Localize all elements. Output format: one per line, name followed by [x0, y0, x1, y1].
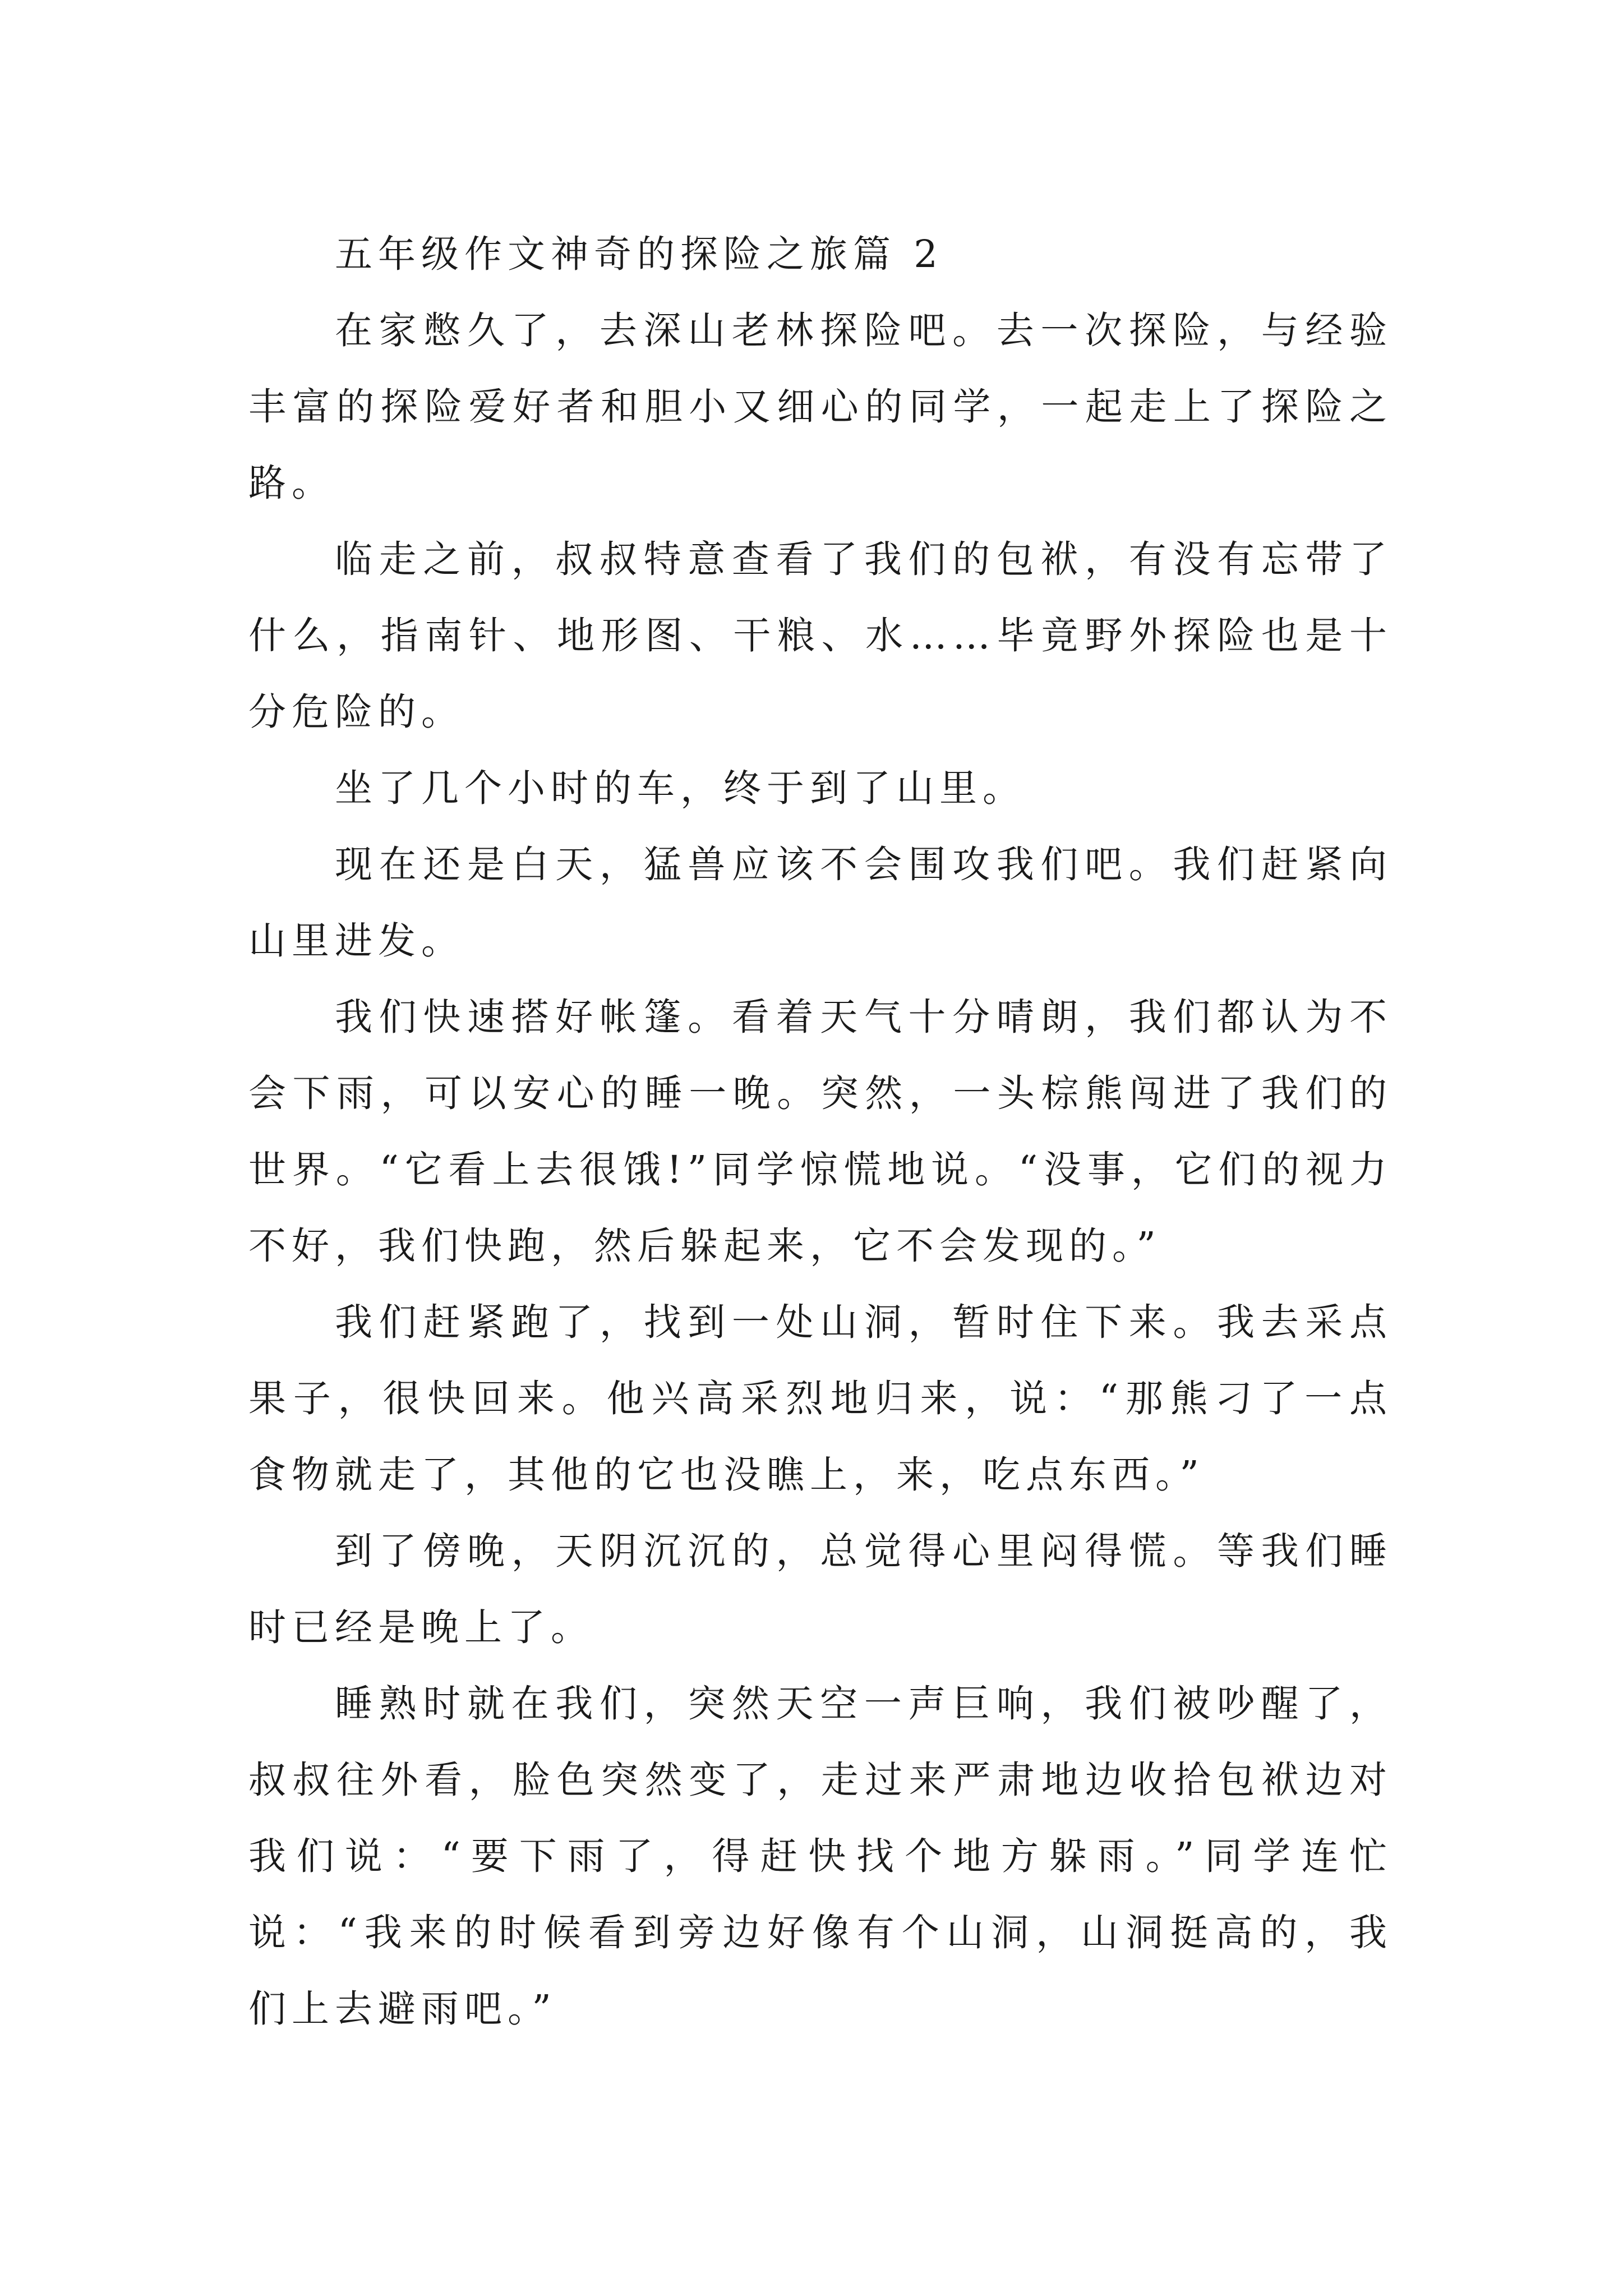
paragraph: 现在还是白天，猛兽应该不会围攻我们吧。我们赶紧向山里进发。: [248, 843, 1393, 963]
paragraph: 睡熟时就在我们，突然天空一声巨响，我们被吵醒了，叔叔往外看，脸色突然变了，走过来严肃地边收拾包袱边对我们说：“要下雨了，得赶快找个地方躲雨。”同学连忙说：“我来的时候看到旁边好像有个山洞，山洞挺高的，我们上去避雨吧。”: [248, 1682, 1393, 2031]
document-body: [248, 216, 1393, 2047]
paragraph: 我们快速搭好帐篷。看着天气十分晴朗，我们都认为不会下雨，可以安心的睡一晚。突然，一头棕熊闯进了我们的世界。“它看上去很饿!”同学惊慌地说。“没事，它们的视力不好，我们快跑，然后躲起来，它不会发现的。”: [248, 995, 1393, 1268]
paragraph: 坐了几个小时的车，终于到了山里。: [335, 766, 1026, 810]
paragraph: 在家憋久了，去深山老林探险吧。去一次探险，与经验丰富的探险爱好者和胆小又细心的同学，一起走上了探险之路。: [248, 309, 1393, 505]
document-title: 五年级作文神奇的探险之旅篇 2: [335, 232, 943, 276]
paragraph: 到了傍晚，天阴沉沉的，总觉得心里闷得慌。等我们睡时已经是晚上了。: [248, 1529, 1393, 1649]
paragraph: 临走之前，叔叔特意查看了我们的包袱，有没有忘带了什么，指南针、地形图、干粮、水……毕竟野外探险也是十分危险的。: [248, 537, 1393, 734]
paragraph: 我们赶紧跑了，找到一处山洞，暂时住下来。我去采点果子，很快回来。他兴高采烈地归来，说：“那熊刁了一点食物就走了，其他的它也没瞧上，来，吃点东西。”: [248, 1300, 1393, 1497]
